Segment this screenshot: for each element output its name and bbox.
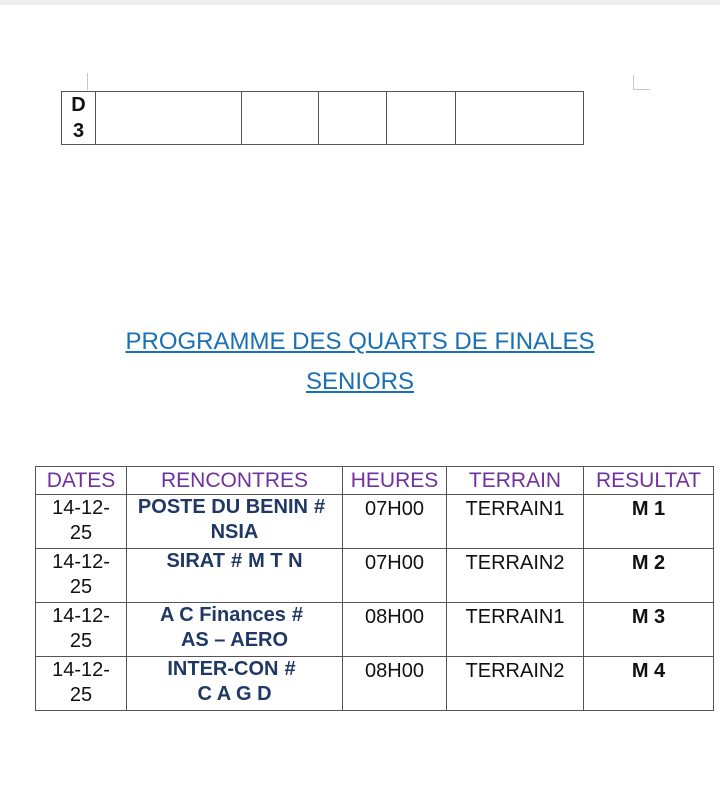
- date-line1: 14-12-: [52, 497, 110, 519]
- header-rencontres: RENCONTRES: [127, 467, 343, 495]
- match-cell: [127, 603, 343, 657]
- separator: #: [313, 496, 326, 518]
- header-terrain: TERRAIN: [447, 467, 584, 495]
- date-line2: 25: [69, 684, 93, 706]
- result-cell: M 4: [584, 657, 714, 711]
- page-title-line2: SENIORS: [305, 368, 415, 395]
- team2: C A G D: [197, 683, 272, 705]
- time-cell: 07H00: [343, 495, 447, 549]
- previous-table-label-line1: D: [71, 94, 86, 116]
- table-row: [36, 603, 714, 657]
- schedule-table: [35, 466, 714, 711]
- header-heures: HEURES: [343, 467, 447, 495]
- previous-table-row: [62, 92, 584, 145]
- margin-mark-right: [633, 75, 650, 90]
- date-line2: 25: [69, 630, 93, 652]
- previous-table-cell: [456, 92, 584, 145]
- table-row: [36, 549, 714, 603]
- previous-table: [61, 91, 584, 145]
- table-row: [36, 657, 714, 711]
- match-cell: [127, 495, 343, 549]
- top-bar: [0, 0, 720, 5]
- previous-table-cell: [387, 92, 456, 145]
- separator: #: [230, 550, 243, 572]
- date-line1: 14-12-: [52, 659, 110, 681]
- team2: AS – AERO: [180, 629, 289, 651]
- previous-table-cell: [96, 92, 242, 145]
- time-cell: 08H00: [343, 603, 447, 657]
- date-cell: [36, 549, 127, 603]
- header-resultat: RESULTAT: [584, 467, 714, 495]
- previous-table-label-cell: [62, 92, 96, 145]
- team2: M T N: [248, 550, 303, 572]
- schedule-header-row: [36, 467, 714, 495]
- date-line1: 14-12-: [52, 605, 110, 627]
- team1: INTER-CON: [167, 658, 279, 680]
- date-line1: 14-12-: [52, 551, 110, 573]
- page-title-line1: PROGRAMME DES QUARTS DE FINALES: [125, 328, 595, 355]
- field-cell: TERRAIN2: [447, 549, 584, 603]
- time-cell: 08H00: [343, 657, 447, 711]
- team1: SIRAT: [166, 550, 225, 572]
- previous-table-cell: [242, 92, 319, 145]
- time-cell: 07H00: [343, 549, 447, 603]
- date-cell: [36, 657, 127, 711]
- date-cell: [36, 495, 127, 549]
- date-line2: 25: [69, 576, 93, 598]
- result-cell: M 3: [584, 603, 714, 657]
- header-dates: DATES: [36, 467, 127, 495]
- result-cell: M 1: [584, 495, 714, 549]
- separator: #: [291, 604, 304, 626]
- previous-table-label-line2: 3: [72, 120, 85, 142]
- date-line2: 25: [69, 522, 93, 544]
- match-cell: [127, 549, 343, 603]
- separator: #: [284, 658, 296, 680]
- field-cell: TERRAIN1: [447, 495, 584, 549]
- table-row: [36, 495, 714, 549]
- team2: NSIA: [210, 521, 259, 543]
- match-cell: [127, 657, 343, 711]
- team1: A C Finances: [159, 604, 286, 626]
- previous-table-cell: [319, 92, 387, 145]
- margin-mark-left: [87, 73, 88, 90]
- result-cell: M 2: [584, 549, 714, 603]
- page-title: [0, 322, 720, 402]
- field-cell: TERRAIN1: [447, 603, 584, 657]
- date-cell: [36, 603, 127, 657]
- field-cell: TERRAIN2: [447, 657, 584, 711]
- team1: POSTE DU BENIN: [137, 496, 308, 518]
